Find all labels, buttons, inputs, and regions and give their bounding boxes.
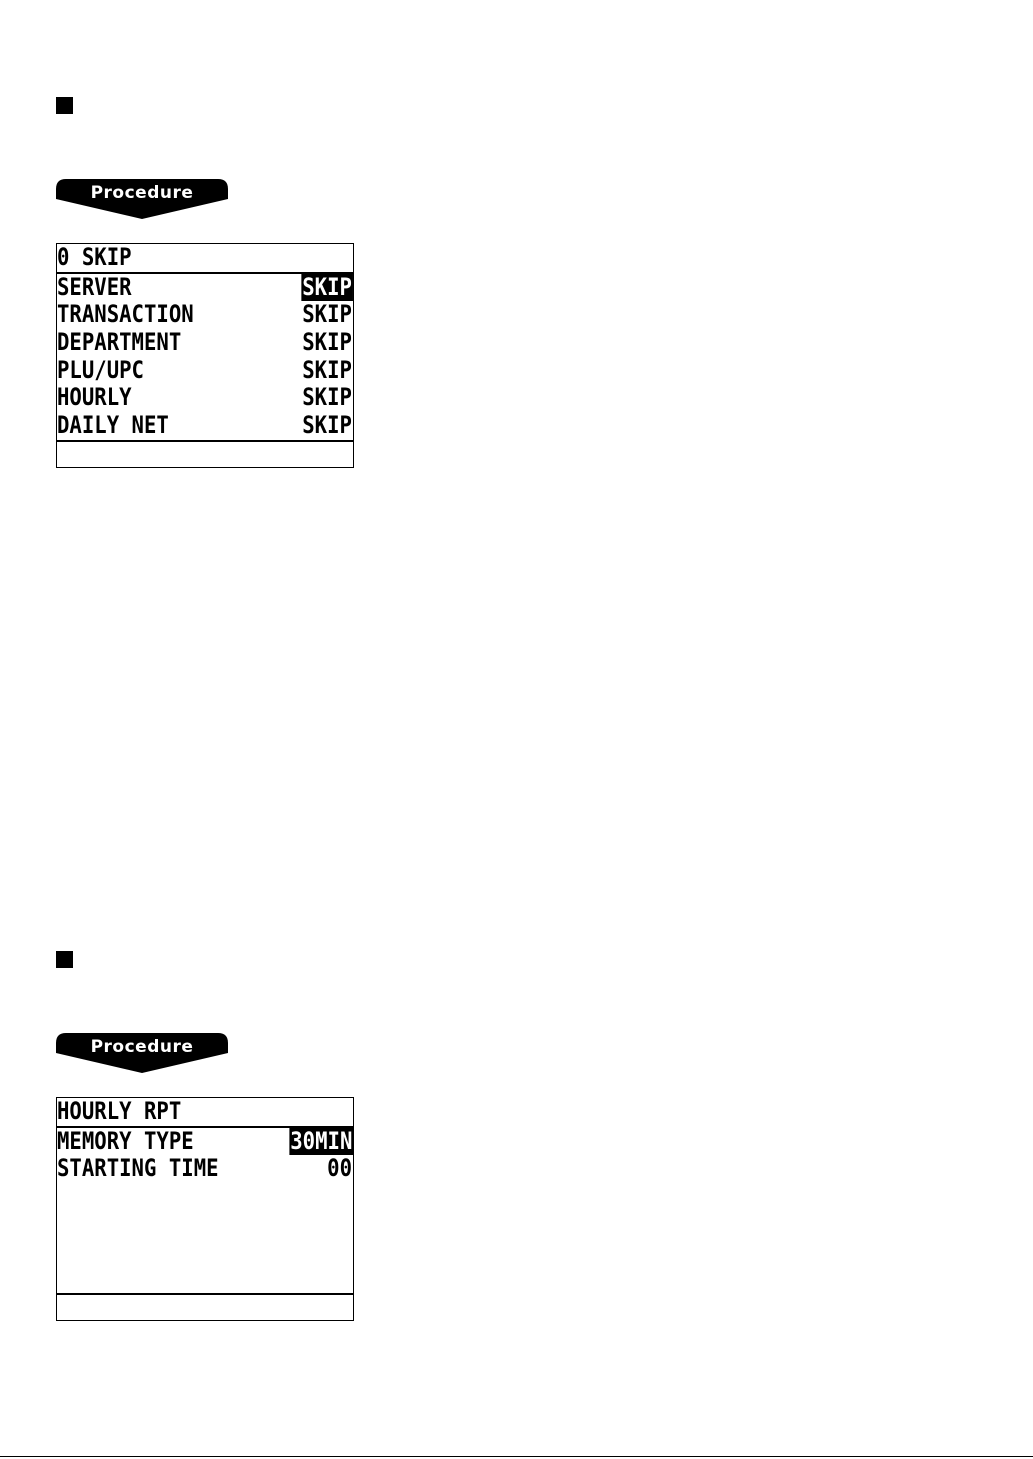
lcd-row-starting-time[interactable] [57,1155,353,1183]
lcd-title: 0 SKIP [57,244,132,271]
lcd-row-label: TRANSACTION [57,301,194,329]
lcd-row-value: SKIP [302,384,353,412]
lcd-row-department[interactable] [57,329,353,357]
procedure-label: Procedure [90,1037,194,1057]
lcd-footer [57,1295,353,1320]
lcd-list [57,1128,353,1295]
section-bullet-icon [56,97,73,114]
lcd-row-value: SKIP [302,412,353,440]
lcd-row-label: MEMORY TYPE [57,1127,194,1155]
lcd-row-plu-upc[interactable] [57,357,353,385]
lcd-row-value: SKIP [302,329,353,357]
lcd-footer [57,442,353,467]
page-bottom-rule [0,1456,1033,1457]
lcd-row-label: PLU/UPC [57,356,144,384]
lcd-row-value: 00 [327,1155,353,1183]
lcd-title-row [57,244,353,274]
lcd-list [57,274,353,442]
lcd-row-server[interactable] [57,274,353,302]
lcd-row-value: SKIP [302,301,353,329]
lcd-row-label: SERVER [57,273,132,301]
lcd-row-value-selected: SKIP [302,273,353,301]
lcd-title-row [57,1098,353,1128]
lcd-row-label: STARTING TIME [57,1155,219,1183]
procedure-label: Procedure [90,183,194,203]
lcd-row-label: DAILY NET [57,412,169,440]
lcd-row-daily-net[interactable] [57,412,353,440]
lcd-row-hourly[interactable] [57,384,353,412]
lcd-row-value: SKIP [302,356,353,384]
section-bullet-icon [56,951,73,968]
lcd-row-memory-type[interactable] [57,1128,353,1156]
lcd-row-label: HOURLY [57,384,132,412]
procedure-badge [56,179,228,221]
lcd-title: HOURLY RPT [57,1098,182,1125]
lcd-screen-skip [56,243,354,468]
lcd-row-transaction[interactable] [57,301,353,329]
procedure-badge [56,1033,228,1075]
lcd-row-value-selected: 30MIN [290,1127,353,1155]
lcd-screen-hourly [56,1097,354,1321]
lcd-row-label: DEPARTMENT [57,329,182,357]
